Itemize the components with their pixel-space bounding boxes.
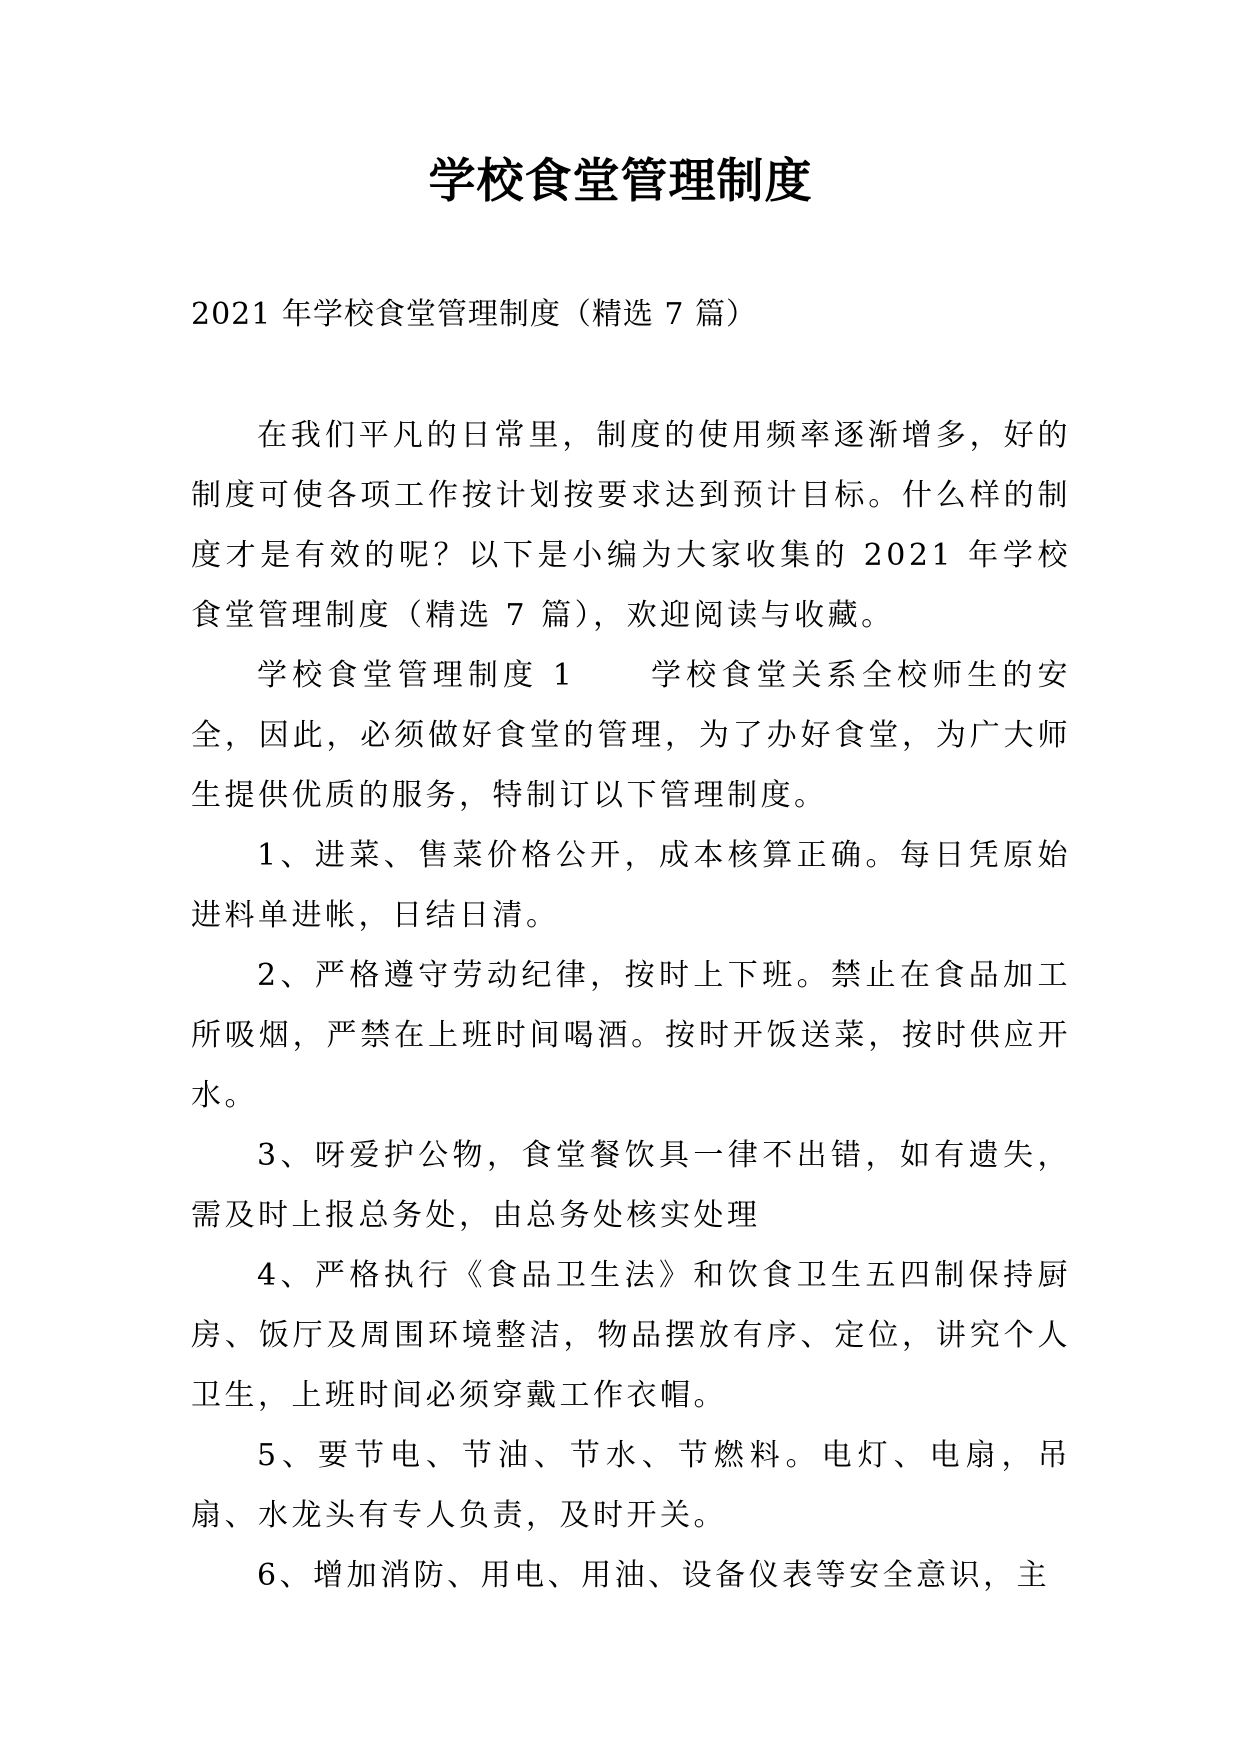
section-1-paragraph <box>191 646 1071 826</box>
section-1-text: 学校食堂关系全校师生的安全，因此，必须做好食堂的管理，为了办好食堂，为广大师生提供优质的服务，特制订以下管理制度。 <box>191 658 1072 813</box>
rule-item-6: 6、增加消防、用电、用油、设备仪表等安全意识，主 <box>257 1558 1051 1593</box>
rule-item-1: 1、进菜、售菜价格公开，成本核算正确。每日凭原始进料单进帐，日结日清。 <box>191 838 1071 933</box>
section-1-heading: 学校食堂管理制度 1 <box>257 658 576 693</box>
rule-item-4: 4、严格执行《食品卫生法》和饮食卫生五四制保持厨房、饭厅及周围环境整洁，物品摆放有序、定位，讲究个人卫生，上班时间必须穿戴工作衣帽。 <box>191 1258 1071 1413</box>
rule-item-2: 2、严格遵守劳动纪律，按时上下班。禁止在食品加工所吸烟，严禁在上班时间喝酒。按时开饭送菜，按时供应开水。 <box>191 958 1071 1113</box>
document-body <box>191 406 1071 1606</box>
intro-paragraph: 在我们平凡的日常里，制度的使用频率逐渐增多，好的制度可使各项工作按计划按要求达到预计目标。什么样的制度才是有效的呢？以下是小编为大家收集的 2021 年学校食堂管理制度（精选 7 篇），欢迎阅读与收藏。 <box>191 418 1071 633</box>
rule-item-5: 5、要节电、节油、节水、节燃料。电灯、电扇，吊扇、水龙头有专人负责，及时开关。 <box>191 1438 1071 1533</box>
rule-item-3: 3、呀爱护公物，食堂餐饮具一律不出错，如有遗失，需及时上报总务处，由总务处核实处理 <box>191 1138 1071 1233</box>
document-subtitle: 2021 年学校食堂管理制度（精选 7 篇） <box>191 297 758 332</box>
document-title: 学校食堂管理制度 <box>428 154 813 209</box>
